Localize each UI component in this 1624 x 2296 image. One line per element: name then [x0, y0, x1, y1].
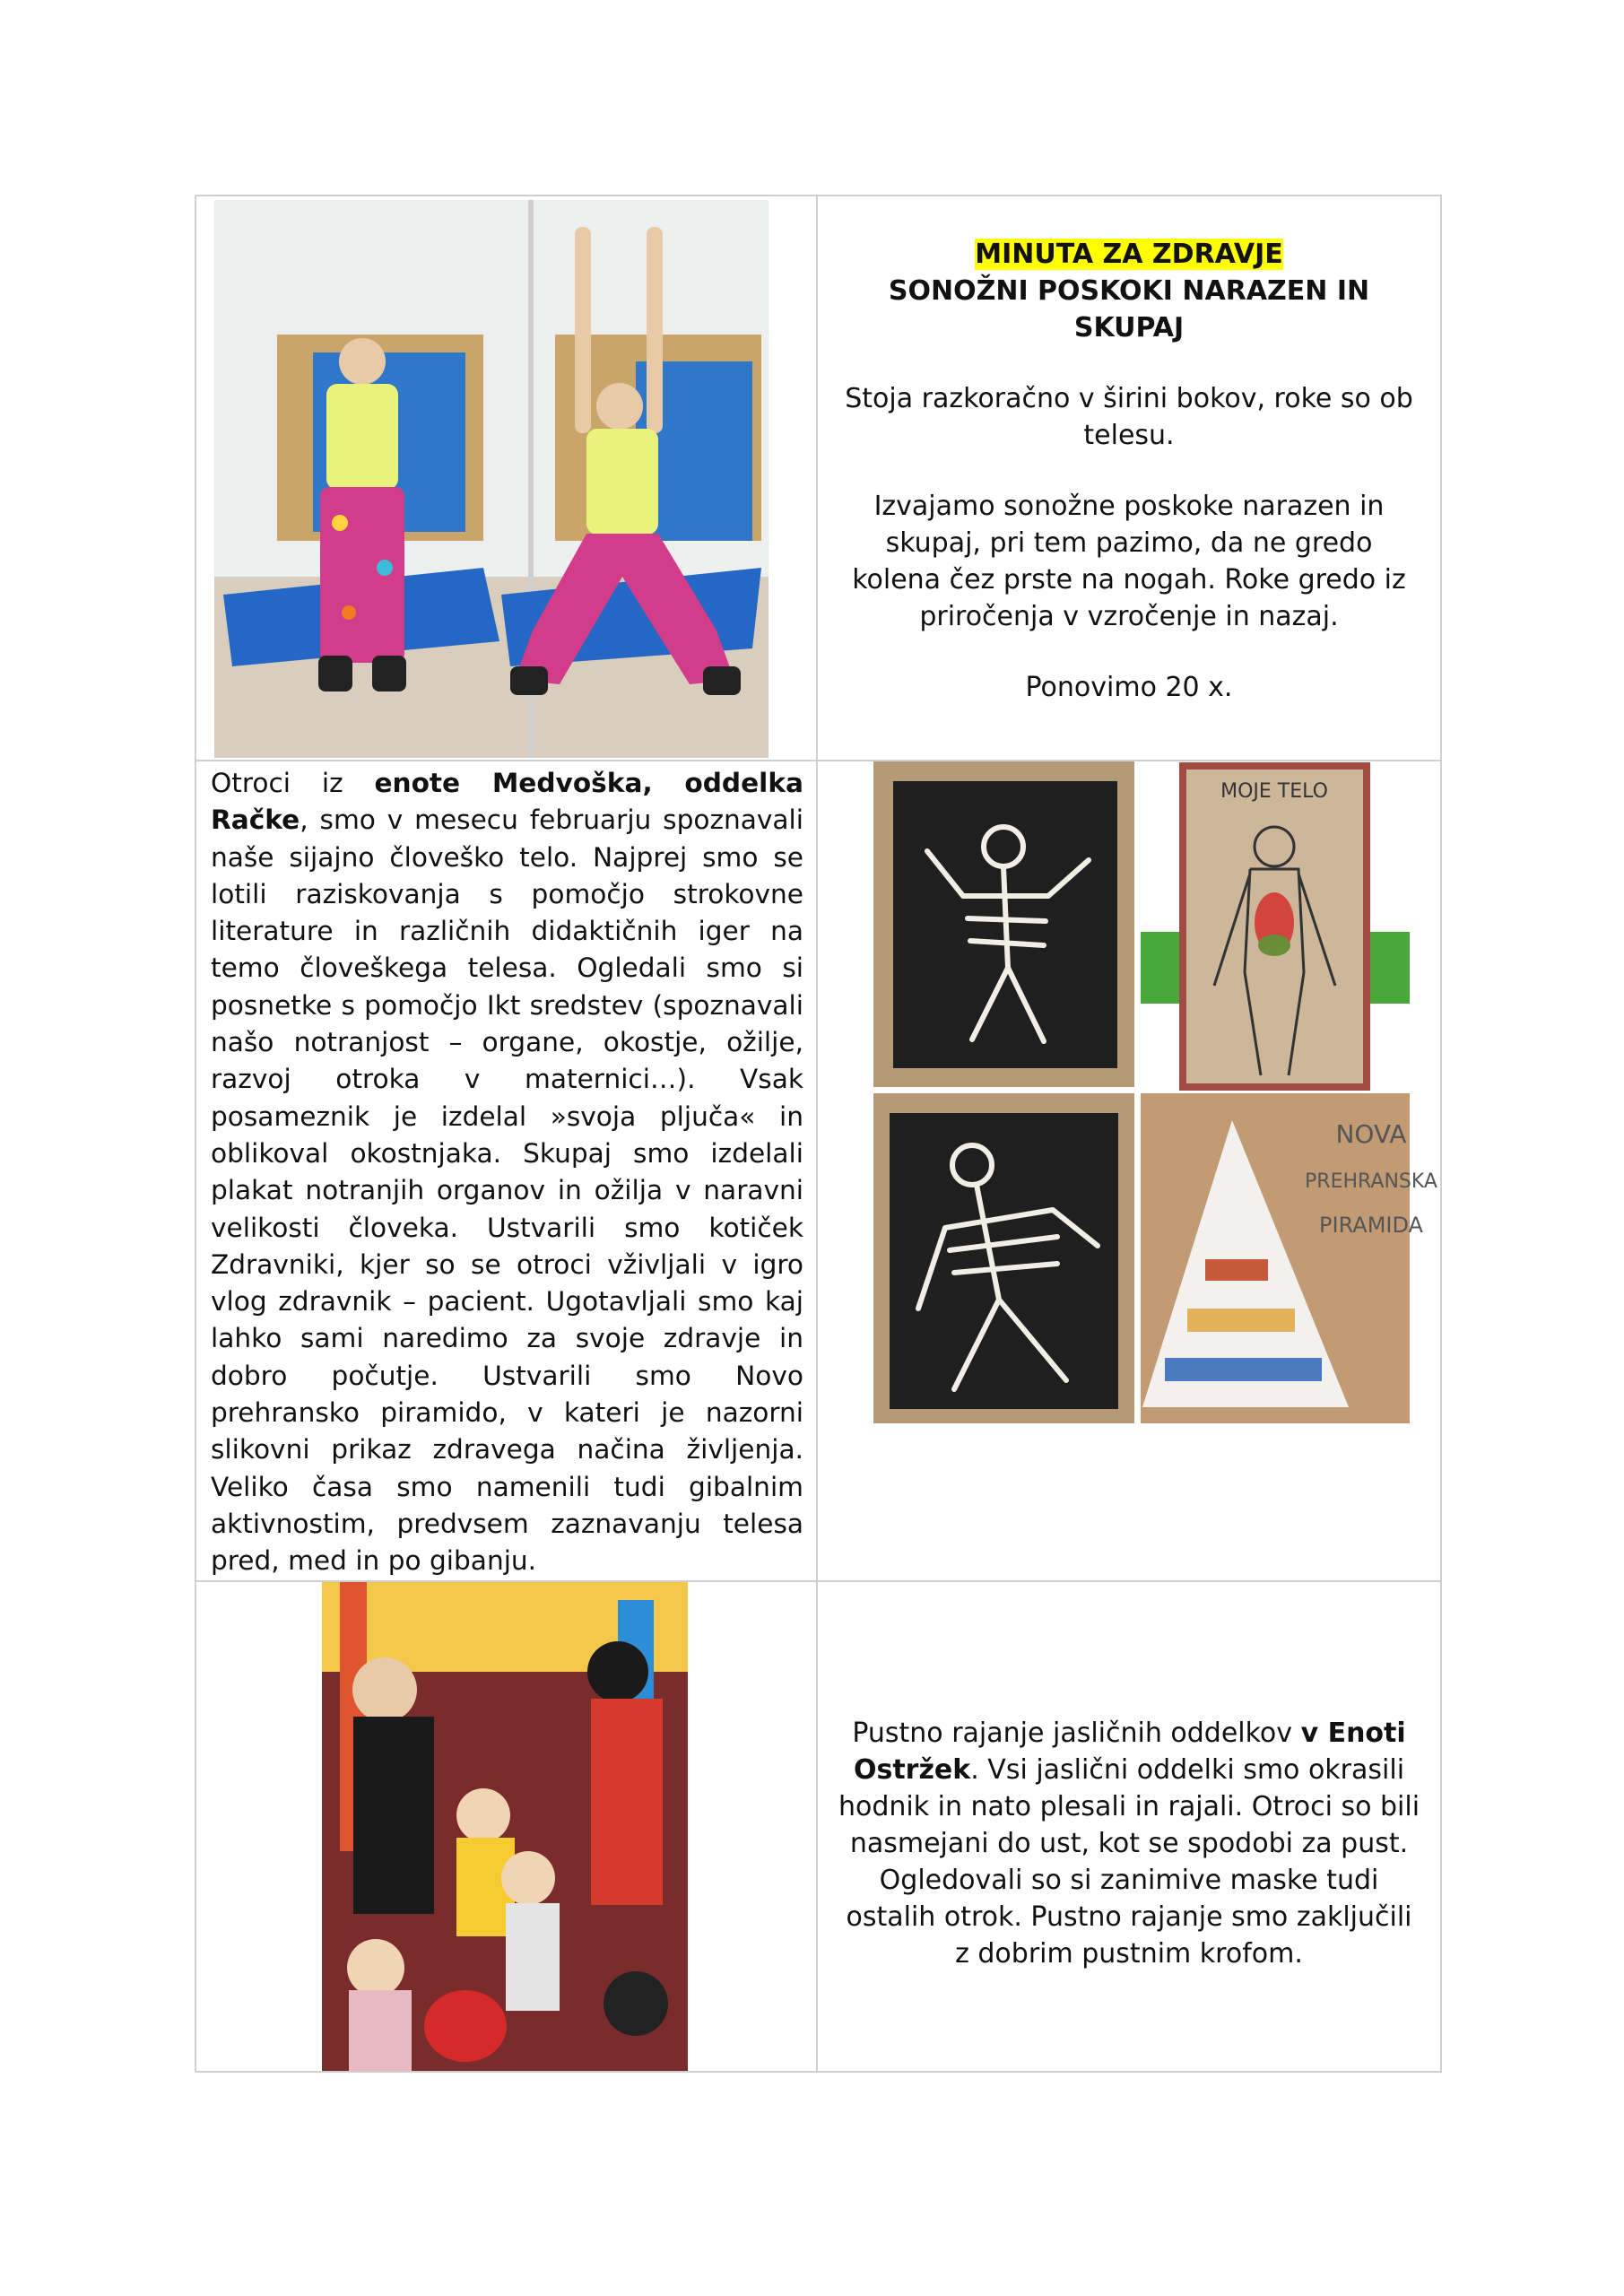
body-organs-poster	[1141, 761, 1410, 1087]
pyramid-label-2: PREHRANSKA	[1305, 1170, 1437, 1193]
ostrzek-text-cell	[817, 1581, 1441, 2072]
pyramid-label-3: PIRAMIDA	[1319, 1213, 1423, 1238]
medvoska-row	[195, 761, 1441, 1581]
body-poster-label: MOJE TELO	[1220, 780, 1328, 803]
skeleton-poster-1	[873, 761, 1134, 1087]
exercise-title: MINUTA ZA ZDRAVJE	[975, 239, 1283, 270]
medvoska-collage-cell	[817, 761, 1441, 1581]
medvoska-paragraph: Otroci iz enote Medvoška, oddelka Račke, smo v mesecu februarju spoznavali naše sijajno človeško telo. Najprej smo se lotili raziskovanja s pomočjo strokovne literature in različnih didaktičnih iger na temo človeškega telesa. Ogledali smo si posnetke s pomočjo Ikt sredstev (spoznavali našo notranjost – organe, okostje, ožilje, razvoj otroka v maternici…). Vsak posameznik je izdelal »svoja pljuča« in oblikoval okostnjaka. Skupaj smo izdelali plakat notranjih organov in ožilja v naravni velikosti človeka. Ustvarili smo kotiček Zdravniki, kjer so se otroci vživljali v igro vlog zdravnik – pacient. Ugotavljali smo kaj lahko sami naredimo za svoje zdravje in dobro počutje. Ustvarili smo Novo prehransko piramido, v kateri je nazorni slikovni prikaz zdravega načina življenja. Veliko časa smo namenili tudi gibalnim aktivnostim, predvsem zaznavanju telesa pred, med in po gibanju.	[211, 768, 803, 1577]
exercise-photo-cell	[195, 196, 817, 761]
ostrzek-paragraph: Pustno rajanje jasličnih oddelkov v Enoti Ostržek. Vsi jaslični oddelki smo okrasili hodnik in nato plesali in rajali. Otroci so bili nasmejani do ust, kot se spodobi za pust. Ogledovali so si zanimive maske tudi ostalih otrok. Pustno rajanje smo zaključili z dobrim pustnim krofom.	[838, 1717, 1420, 1970]
skeleton-poster-2	[873, 1093, 1134, 1423]
carnival-photo-cell	[195, 1581, 817, 2072]
exercise-photo	[214, 200, 769, 758]
content-table	[195, 195, 1442, 2073]
food-pyramid-poster	[1141, 1093, 1437, 1423]
medvoska-text-cell	[195, 761, 817, 1581]
exercise-paragraph-1: Stoja razkoračno v širini bokov, roke so ob telesu.	[845, 383, 1413, 451]
carnival-photo	[322, 1582, 688, 2071]
pyramid-label-1: NOVA	[1335, 1119, 1407, 1149]
body-project-collage	[873, 761, 1437, 1423]
exercise-paragraph-2: Izvajamo sonožne poskoke narazen in skupaj, pri tem pazimo, da ne gredo kolena čez prste na nogah. Roke gredo iz priročenja v vzročenje in nazaj.	[852, 491, 1406, 632]
exercise-subtitle: SONOŽNI POSKOKI NARAZEN IN SKUPAJ	[888, 275, 1370, 344]
exercise-row	[195, 196, 1441, 761]
exercise-text-cell	[817, 196, 1441, 761]
ostrzek-row	[195, 1581, 1441, 2072]
exercise-paragraph-3: Ponovimo 20 x.	[1025, 672, 1233, 703]
